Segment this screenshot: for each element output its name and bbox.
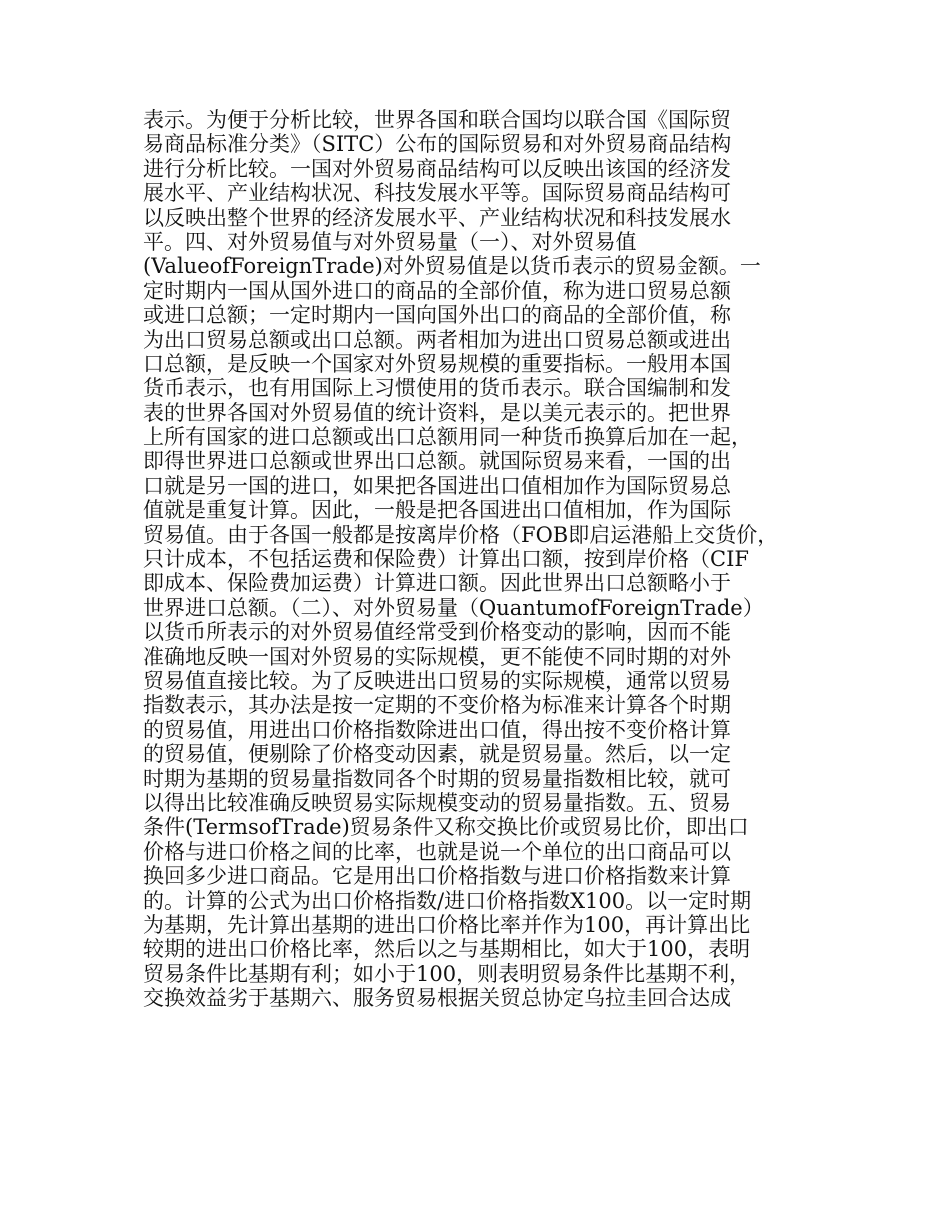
text-line: 即成本、保险费加运费）计算进口额。因此世界出口总额略小于	[143, 571, 731, 596]
text-line: 为出口贸易总额或出口总额。两者相加为进出口贸易总额或进出	[143, 327, 731, 352]
text-line: 价格与进口价格之间的比率，也就是说一个单位的出口商品可以	[143, 839, 731, 864]
text-line: 只计成本，不包括运费和保险费）计算出口额，按到岸价格（CIF	[143, 547, 749, 572]
text-line: 的。计算的公式为出口价格指数/进口价格指数X100。以一定时期	[143, 888, 752, 913]
text-line: 以得出比较准确反映贸易实际规模变动的贸易量指数。五、贸易	[143, 790, 731, 815]
text-line: 指数表示，其办法是按一定期的不变价格为标准来计算各个时期	[143, 693, 731, 718]
text-line: 以货币所表示的对外贸易值经常受到价格变动的影响，因而不能	[143, 620, 731, 645]
text-line: 准确地反映一国对外贸易的实际规模，更不能使不同时期的对外	[143, 644, 731, 669]
text-line: 贸易值直接比较。为了反映进出口贸易的实际规模，通常以贸易	[143, 668, 731, 693]
text-line: 进行分析比较。一国对外贸易商品结构可以反映出该国的经济发	[143, 156, 731, 181]
text-line: 口就是另一国的进口，如果把各国进出口值相加作为国际贸易总	[143, 473, 731, 498]
text-line: 以反映出整个世界的经济发展水平、产业结构状况和科技发展水	[143, 205, 731, 230]
text-line: 交换效益劣于基期六、服务贸易根据关贸总协定乌拉圭回合达成	[143, 986, 731, 1011]
text-line: 上所有国家的进口总额或出口总额用同一种货币换算后加在一起，	[143, 425, 752, 450]
text-line: 世界进口总额。（二）、对外贸易量（QuantumofForeignTrade）	[143, 595, 764, 620]
text-line: 换回多少进口商品。它是用出口价格指数与进口价格指数来计算	[143, 864, 731, 889]
text-line: 的贸易值，用进出口价格指数除进出口值，得出按不变价格计算	[143, 717, 731, 742]
text-line: 表示。为便于分析比较，世界各国和联合国均以联合国《国际贸	[143, 108, 731, 132]
text-line: 贸易条件比基期有利；如小于100，则表明贸易条件比基期不利，	[143, 961, 751, 986]
text-line: 时期为基期的贸易量指数同各个时期的贸易量指数相比较，就可	[143, 766, 731, 791]
text-line: 即得世界进口总额或世界出口总额。就国际贸易来看，一国的出	[143, 449, 731, 474]
body-text	[143, 108, 823, 1010]
text-line: (ValueofForeignTrade)对外贸易值是以货币表示的贸易金额。一	[143, 254, 761, 279]
text-line: 货币表示，也有用国际上习惯使用的货币表示。联合国编制和发	[143, 376, 731, 401]
text-line: 口总额，是反映一个国家对外贸易规模的重要指标。一般用本国	[143, 351, 731, 376]
text-line: 平。四、对外贸易值与对外贸易量（一）、对外贸易值	[143, 229, 637, 254]
text-line: 较期的进出口价格比率，然后以之与基期相比，如大于100，表明	[143, 937, 751, 962]
text-line: 条件(TermsofTrade)贸易条件又称交换比价或贸易比价，即出口	[143, 815, 749, 840]
text-line: 展水平、产业结构状况、科技发展水平等。国际贸易商品结构可	[143, 181, 731, 206]
text-line: 为基期，先计算出基期的进出口价格比率并作为100，再计算出比	[143, 912, 751, 937]
text-line: 或进口总额；一定时期内一国向国外出口的商品的全部价值，称	[143, 303, 731, 328]
text-line: 的贸易值，便剔除了价格变动因素，就是贸易量。然后，以一定	[143, 742, 731, 767]
text-line: 定时期内一国从国外进口的商品的全部价值，称为进口贸易总额	[143, 278, 731, 303]
text-line: 易商品标准分类》（SITC）公布的国际贸易和对外贸易商品结构	[143, 132, 732, 157]
text-line: 贸易值。由于各国一般都是按离岸价格（FOB即启运港船上交货价，	[143, 522, 779, 547]
text-line: 表的世界各国对外贸易值的统计资料，是以美元表示的。把世界	[143, 400, 731, 425]
text-line: 值就是重复计算。因此，一般是把各国进出口值相加，作为国际	[143, 498, 731, 523]
